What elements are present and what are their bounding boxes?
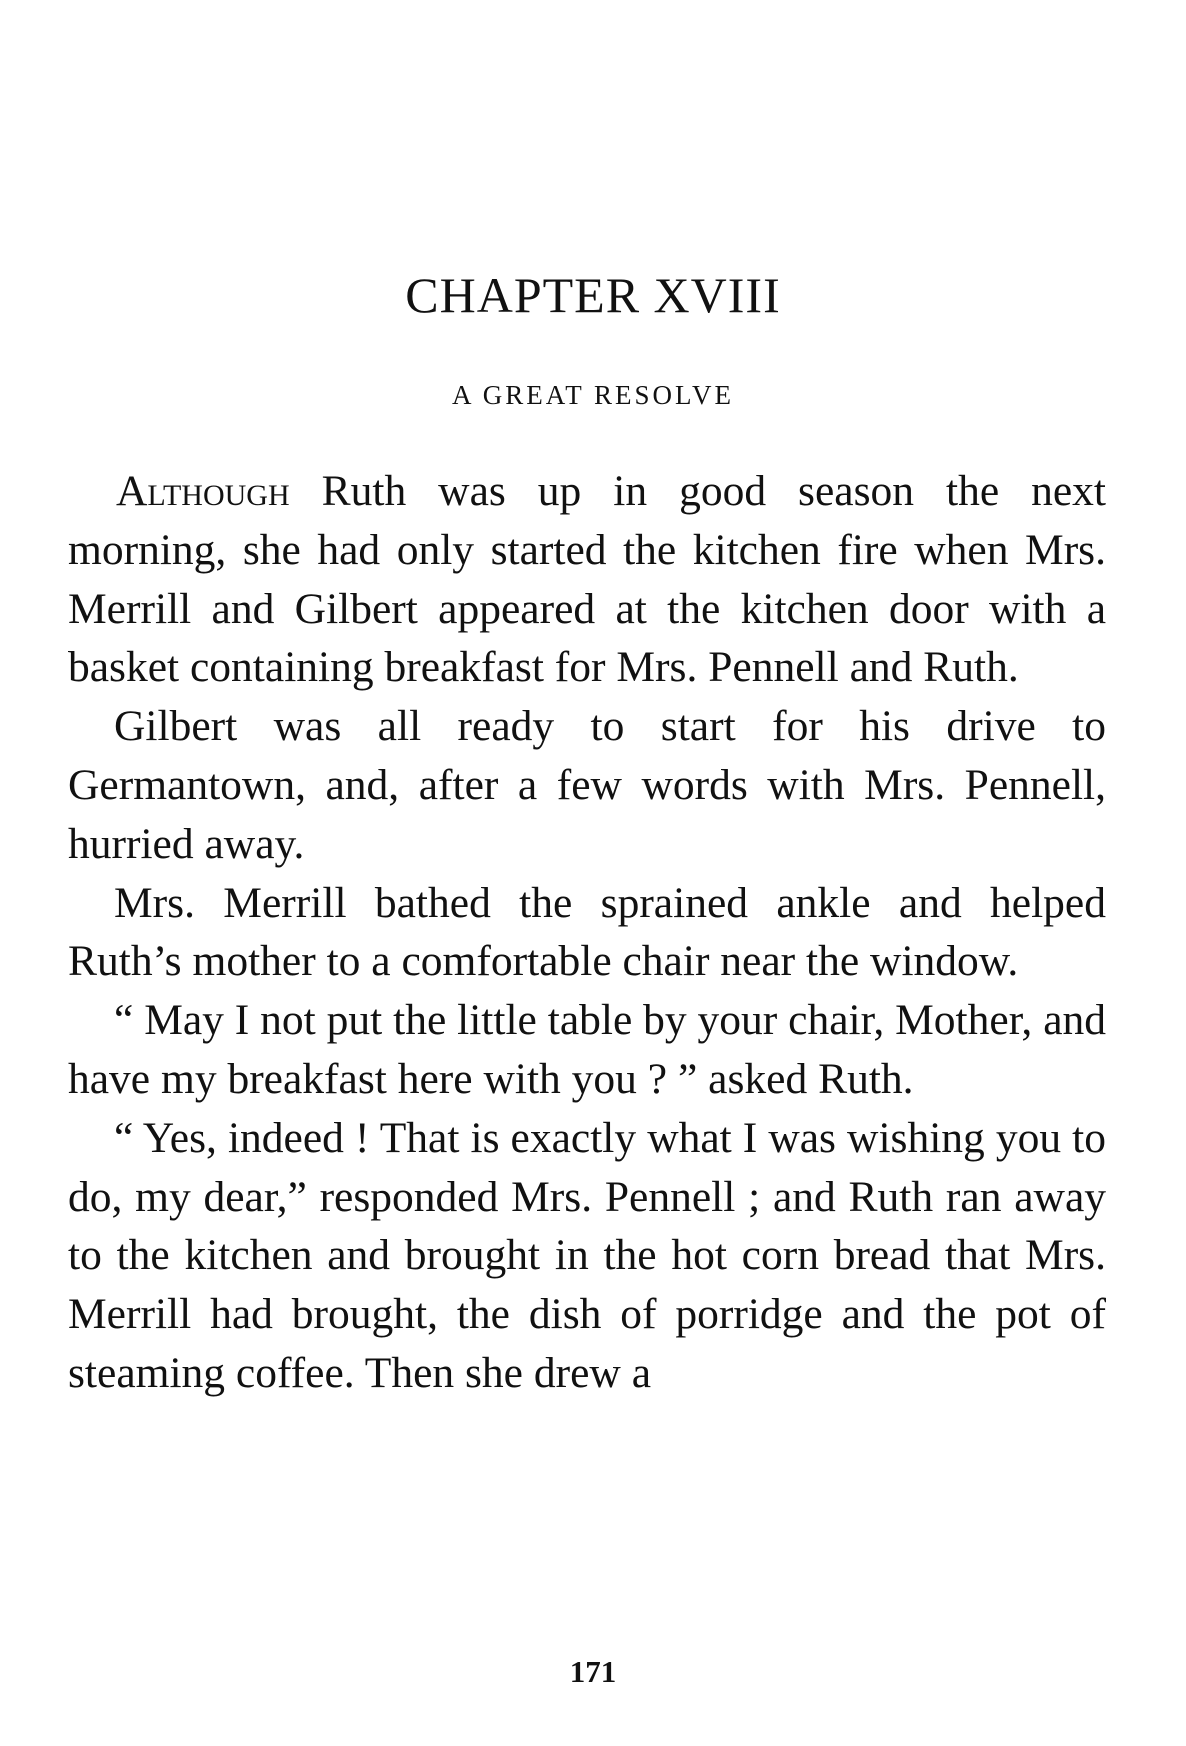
chapter-heading: CHAPTER XVIII — [405, 267, 781, 323]
body-text — [68, 462, 1106, 1403]
paragraph-1-text: Ruth was up in good season the next morning, she had only started the kitchen fire when Mrs. Merrill and Gilbert appeared at the kitchen door with a basket containing breakfast for Mrs. Pennell and Ruth. — [68, 467, 1106, 692]
lead-word: Although — [116, 467, 290, 515]
paragraph-2: Gilbert was all ready to start for his drive to Germantown, and, after a few words with Mrs. Pennell, hurried away. — [68, 702, 1106, 868]
paragraph-4: “ May I not put the little table by your chair, Mother, and have my breakfast here with you ? ” asked Ruth. — [68, 996, 1106, 1103]
paragraph-5: “ Yes, indeed ! That is exactly what I was wishing you to do, my dear,” responded Mrs. Pennell ; and Ruth ran away to the kitchen and brought in the hot corn bread that Mrs. Merrill had brought, the dish of porridge and the pot of steaming coffee. Then she drew a — [68, 1113, 1106, 1397]
paragraph-3: Mrs. Merrill bathed the sprained ankle and helped Ruth’s mother to a comfortable chair near the window. — [68, 878, 1106, 986]
page-number: 171 — [569, 1654, 617, 1689]
paragraph-1 — [68, 462, 1106, 697]
chapter-title: A GREAT RESOLVE — [451, 380, 735, 410]
